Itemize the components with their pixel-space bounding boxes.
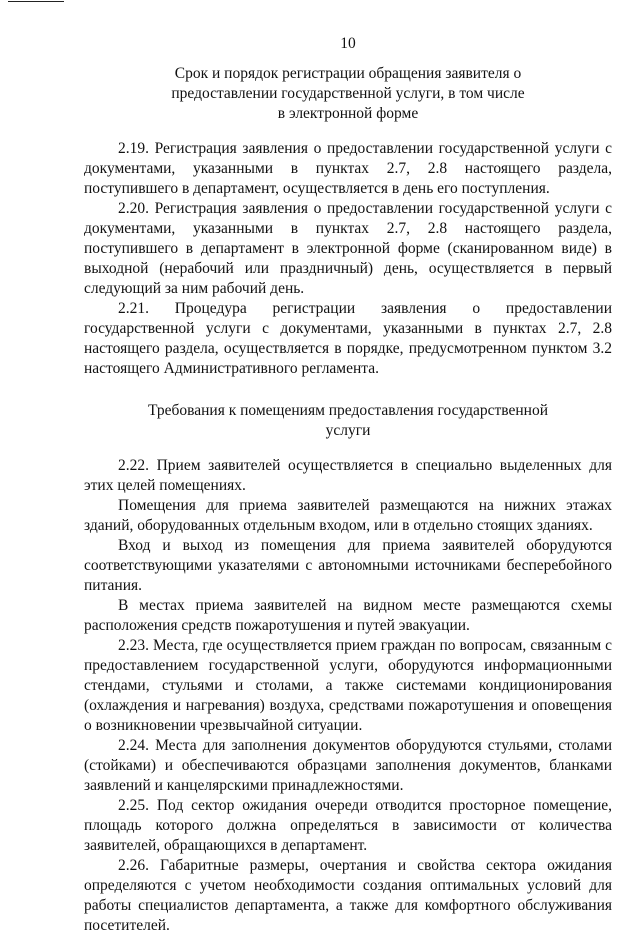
page-number: 10 — [340, 35, 356, 52]
heading-line: Требования к помещениям предоставления государственной — [147, 402, 549, 419]
paragraph-entrance-signs: Вход и выход из помещения для приема заявителей оборудуются соответствующими указателями с автономными источниками бесперебойного питания. — [84, 537, 612, 594]
paragraph-2-19: 2.19. Регистрация заявления о предоставлении государственной услуги с документами, указанными в пунктах 2.7, 2.8 настоящего раздела, поступившего в департамент, осуществляется в день его поступления. — [84, 140, 612, 197]
heading-line: в электронной форме — [277, 105, 419, 122]
top-edge-mark — [8, 1, 64, 2]
section-heading-premises — [84, 401, 612, 441]
paragraph-evacuation-schemes: В местах приема заявителей на видном месте размещаются схемы расположения средств пожаротушения и путей эвакуации. — [84, 597, 612, 634]
paragraph-2-20: 2.20. Регистрация заявления о предоставлении государственной услуги с документами, указанными в пунктах 2.7, 2.8 настоящего раздела, поступившего в департамент в электронной форме (сканированном виде) в выходной (нерабочий или праздничный) день, осуществляется в первый следующий за ним рабочий день. — [84, 200, 612, 297]
paragraph-2-22: 2.22. Прием заявителей осуществляется в специально выделенных для этих целей помещениях. — [84, 457, 612, 494]
paragraph-2-23: 2.23. Места, где осуществляется прием граждан по вопросам, связанным с предоставлением государственной услуги, оборудуются информационными стендами, стульями и столами, а также системами кондиционирования (охлаждения и нагревания) воздуха, средствами пожаротушения и оповещения о возникновении чрезвычайной ситуации. — [84, 637, 612, 734]
paragraph-2-26: 2.26. Габаритные размеры, очертания и свойства сектора ожидания определяются с учетом необходимости создания оптимальных условий для работы специалистов департамента, а также для комфортного обслуживания посетителей. — [84, 857, 612, 934]
heading-line: Срок и порядок регистрации обращения заявителя о — [174, 65, 522, 82]
heading-line: услуги — [325, 422, 371, 439]
paragraph-premises-location: Помещения для приема заявителей размещаются на нижних этажах зданий, оборудованных отдельным входом, или в отдельно стоящих зданиях. — [84, 497, 612, 534]
paragraph-2-21: 2.21. Процедура регистрации заявления о предоставлении государственной услуги с документами, указанными в пунктах 2.7, 2.8 настоящего раздела, осуществляется в порядке, предусмотренном пунктом 3.2 настоящего Административного регламента. — [84, 300, 612, 377]
paragraph-2-24: 2.24. Места для заполнения документов оборудуются стульями, столами (стойками) и обеспечиваются образцами заполнения документов, бланками заявлений и канцелярскими принадлежностями. — [84, 737, 612, 794]
document-page — [84, 34, 612, 936]
heading-line: предоставлении государственной услуги, в том числе — [171, 85, 525, 102]
section-heading-registration — [84, 64, 612, 124]
paragraph-2-25: 2.25. Под сектор ожидания очереди отводится просторное помещение, площадь которого должна определяться в зависимости от количества заявителей, обращающихся в департамент. — [84, 797, 612, 854]
